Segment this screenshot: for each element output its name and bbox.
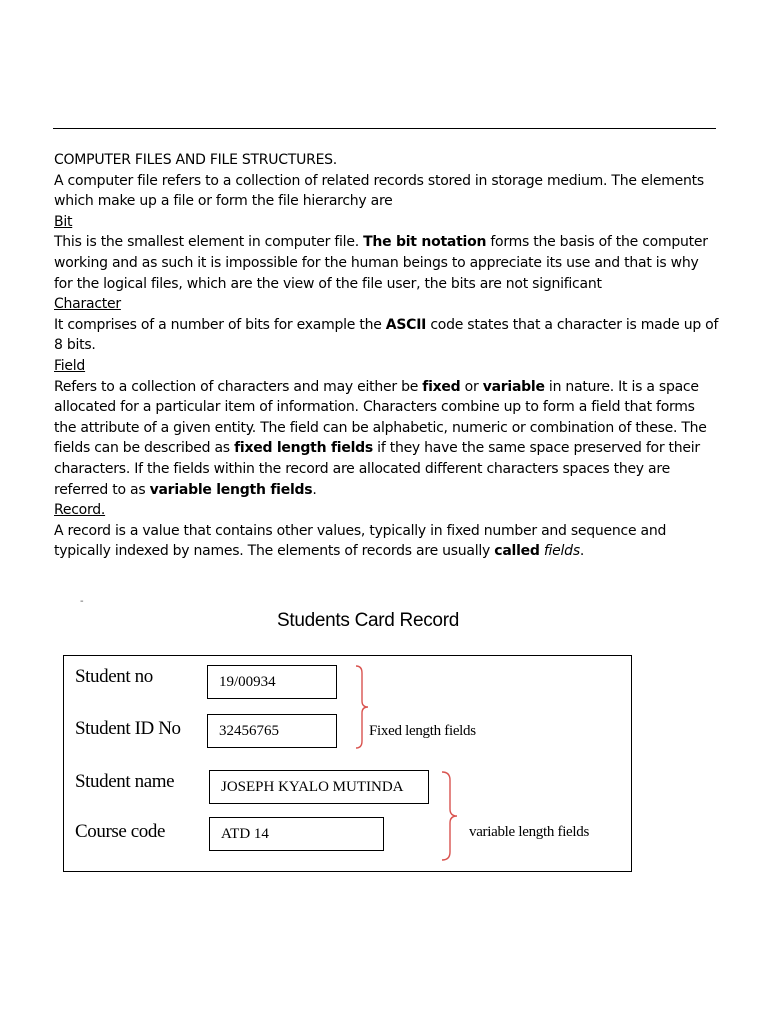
document-body: [54, 150, 719, 562]
field-label-student-name: Student name: [75, 771, 175, 792]
variable-bracket: [440, 771, 462, 861]
record-heading: Record.: [54, 502, 106, 519]
field-heading: Field: [54, 357, 86, 374]
character-paragraph: It comprises of a number of bits for example the ASCII code states that a character is made up of 8 bits.: [54, 316, 719, 354]
field-value-student-name: JOSEPH KYALO MUTINDA: [209, 770, 429, 804]
record-paragraph: A record is a value that contains other values, typically in fixed number and sequence and typically indexed by names. The elements of records are usually called fields.: [54, 522, 667, 560]
student-card-figure: [63, 655, 632, 872]
fixed-length-note: Fixed length fields: [369, 723, 476, 739]
character-heading: Character: [54, 296, 121, 313]
variable-length-note: variable length fields: [469, 824, 590, 840]
field-paragraph: Refers to a collection of characters and may either be fixed or variable in nature. It is a space allocated for a particular item of information. Characters combine up to form a field that forms the attribute of a given entity. The field can be alphabetic, numeric or combination of these. The fields can be described as fixed length fields if they have the same space preserved for their characters. If the fields within the record are allocated different characters spaces they are referred to as variable length fields.: [54, 378, 707, 498]
field-label-student-id: Student ID No: [75, 718, 181, 739]
field-label-course-code: Course code: [75, 821, 166, 842]
field-value-student-no: 19/00934: [207, 665, 337, 699]
top-rule: [53, 128, 716, 129]
field-value-student-id: 32456765: [207, 714, 337, 748]
bit-paragraph: This is the smallest element in computer file. The bit notation forms the basis of the computer working and as such it is impossible for the human beings to appreciate its use and that is why for the logical files, which are the view of the file user, the bits are not significant: [54, 234, 708, 292]
bit-heading: Bit: [54, 213, 73, 230]
intro-paragraph: A computer file refers to a collection of related records stored in storage medium. The elements which make up a file or form the file hierarchy are: [54, 172, 704, 210]
stray-mark: -: [80, 596, 84, 607]
document-heading: COMPUTER FILES AND FILE STRUCTURES.: [54, 152, 338, 168]
figure-title: Students Card Record: [277, 610, 459, 631]
field-label-student-no: Student no: [75, 666, 153, 687]
field-value-course-code: ATD 14: [209, 817, 384, 851]
